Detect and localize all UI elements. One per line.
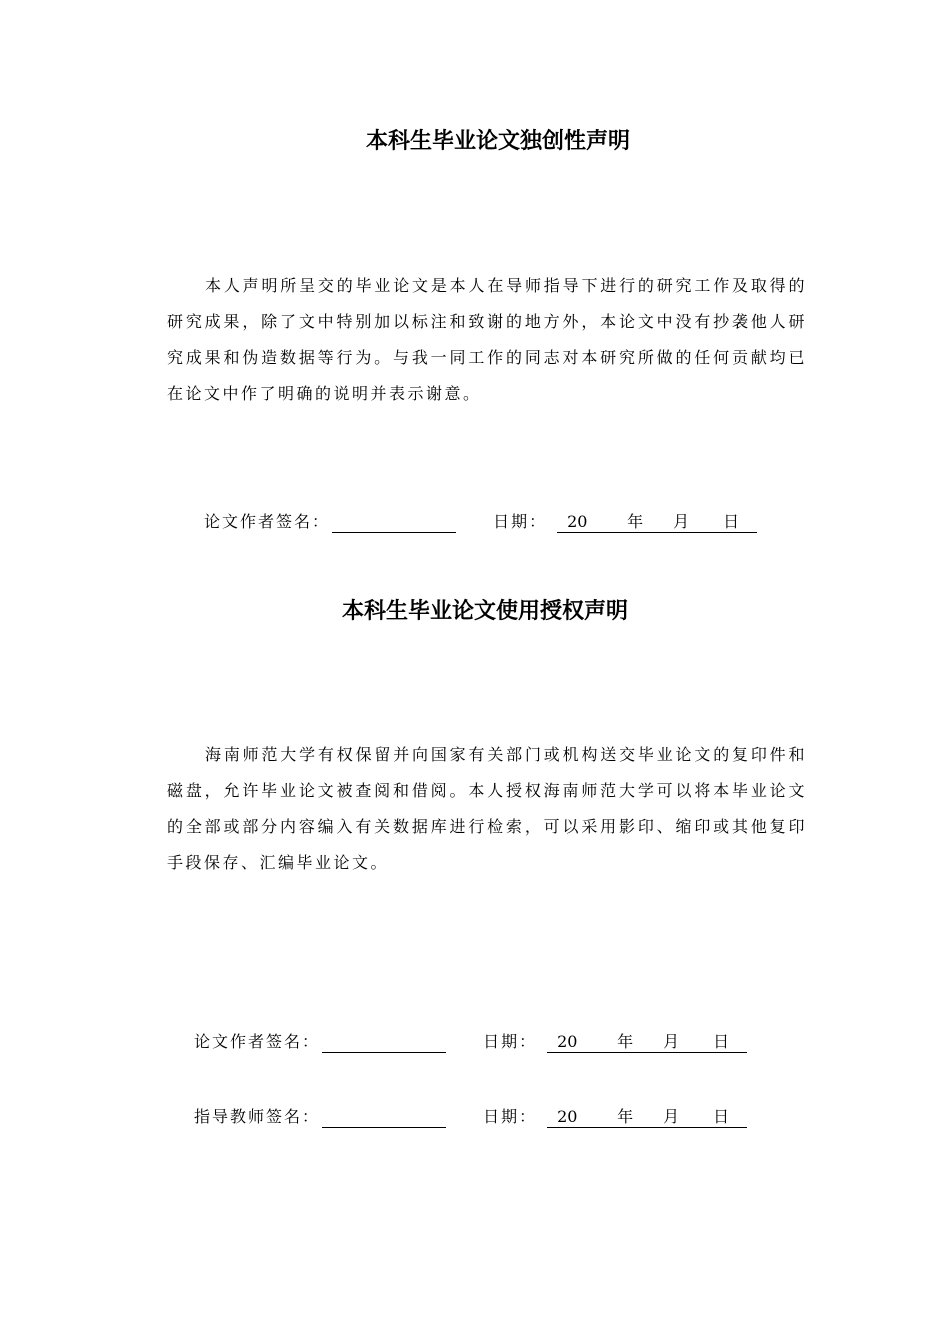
author-signature-label: 论文作者签名： (204, 512, 331, 531)
date-year-unit: 年 (627, 512, 644, 531)
date-label: 日期： (483, 1107, 538, 1126)
date-month-unit: 月 (673, 512, 690, 531)
date-year-unit: 年 (617, 1032, 634, 1051)
authorization-title: 本科生毕业论文使用授权声明 (341, 599, 628, 624)
advisor-signature-label: 指导教师签名： (194, 1107, 321, 1126)
date-month-unit: 月 (663, 1107, 680, 1126)
authorization-paragraph: 海南师范大学有权保留并向国家有关部门或机构送交毕业论文的复印件和磁盘，允许毕业论文被查阅和借阅。本人授权海南师范大学可以将本毕业论文的全部或部分内容编入有关数据库进行检索，可以采用影印、缩印或其他复印手段保存、汇编毕业论文。 (167, 745, 807, 872)
authorization-advisor-signature-row (194, 1105, 747, 1129)
date-field[interactable] (547, 1105, 747, 1128)
date-day-unit: 日 (723, 512, 740, 531)
date-field[interactable] (557, 510, 757, 533)
date-century: 20 (567, 512, 588, 531)
date-month-unit: 月 (663, 1032, 680, 1051)
originality-paragraph: 本人声明所呈交的毕业论文是本人在导师指导下进行的研究工作及取得的研究成果，除了文中特别加以标注和致谢的地方外，本论文中没有抄袭他人研究成果和伪造数据等行为。与我一同工作的同志对本研究所做的任何贡献均已在论文中作了明确的说明并表示谢意。 (167, 276, 807, 403)
date-label: 日期： (493, 512, 548, 531)
author-signature-field[interactable] (322, 1030, 446, 1053)
date-field[interactable] (547, 1030, 747, 1053)
author-signature-label: 论文作者签名： (194, 1032, 321, 1051)
date-year-unit: 年 (617, 1107, 634, 1126)
date-label: 日期： (483, 1032, 538, 1051)
author-signature-field[interactable] (332, 510, 456, 533)
date-century: 20 (557, 1107, 578, 1126)
originality-title: 本科生毕业论文独创性声明 (365, 129, 630, 154)
date-century: 20 (557, 1032, 578, 1051)
advisor-signature-field[interactable] (322, 1105, 446, 1128)
originality-signature-row (204, 510, 757, 534)
date-day-unit: 日 (713, 1032, 730, 1051)
authorization-author-signature-row (194, 1030, 747, 1054)
date-day-unit: 日 (713, 1107, 730, 1126)
